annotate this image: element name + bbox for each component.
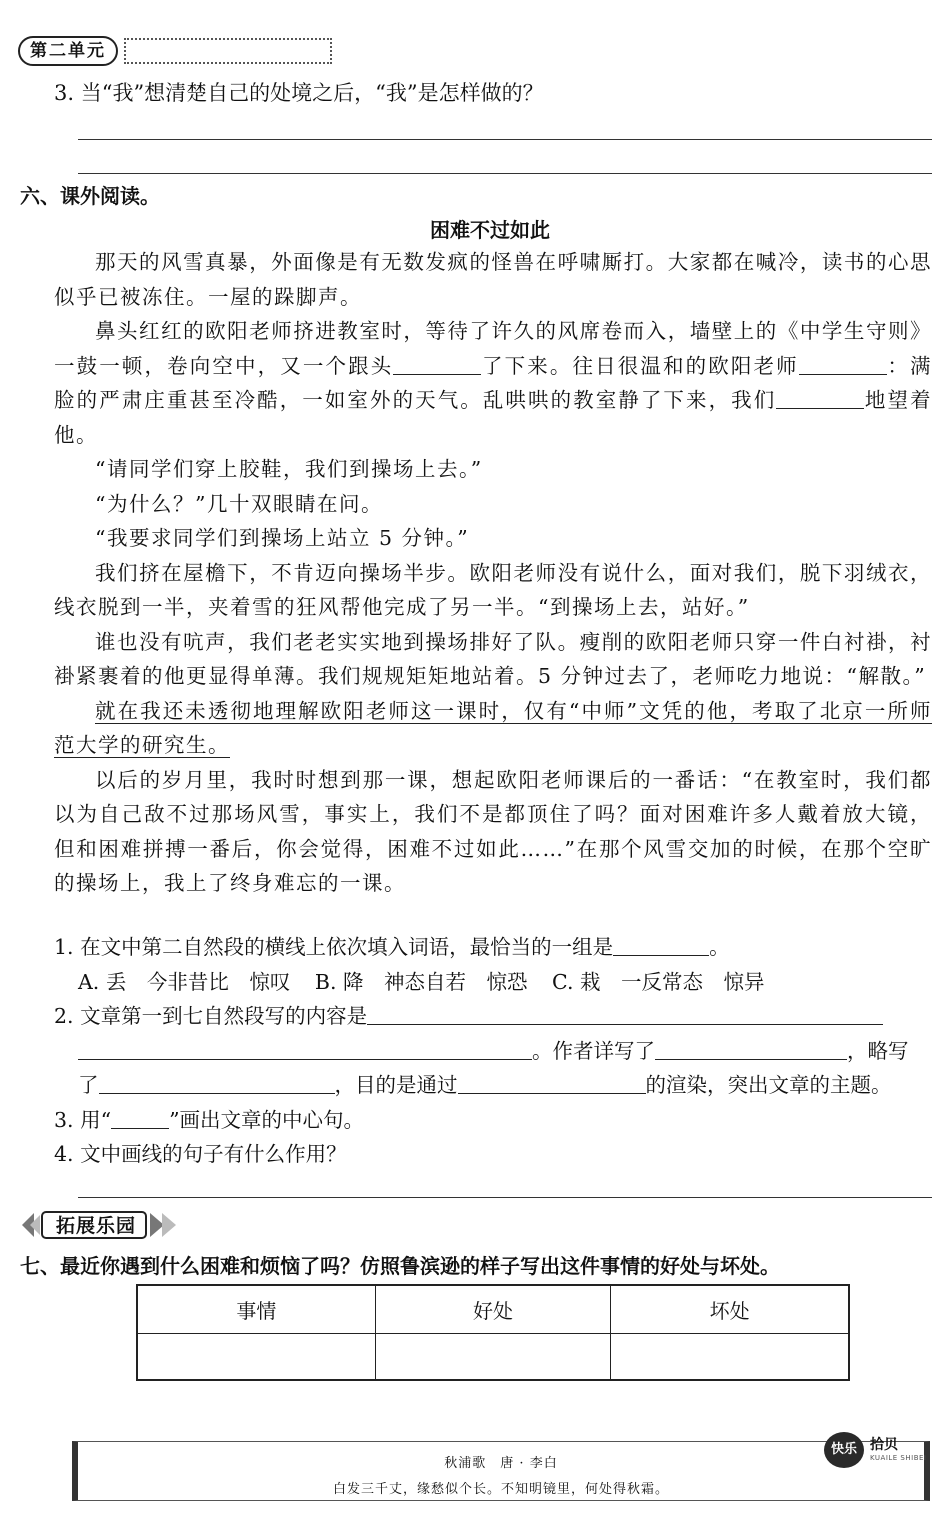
answer-cell-good[interactable] (375, 1333, 611, 1380)
q4-answer-line[interactable] (78, 1197, 932, 1198)
option-b[interactable]: B. 降 神态自若 惊恐 (314, 969, 528, 994)
q2-answer-blank-5[interactable] (458, 1073, 646, 1094)
question-prev-3: 3. 当“我”想清楚自己的处境之后，“我”是怎样做的？ (54, 81, 544, 105)
paragraph-4: “为什么？”几十双眼睛在问。 (95, 491, 383, 516)
paragraph-8 (54, 694, 932, 763)
unit-label: 第二单元 (18, 36, 118, 66)
paragraph-2-part-b: 了下来。往日很温和的欧阳老师 (481, 353, 799, 378)
paragraph-6: 我们挤在屋檐下，不肯迈向操场半步。欧阳老师没有说什么，面对我们，脱下羽绒衣，线衣脱到一半，夹着雪的狂风帮他完成了另一半。“到操场上去，站好。” (54, 560, 932, 619)
question-3 (54, 1103, 934, 1138)
question-2-text-f: 的渲染，突出文章的主题。 (645, 1073, 892, 1097)
question-1-text: 1. 在文中第二自然段的横线上依次填入词语，最恰当的一组是 (54, 935, 614, 959)
section-6-heading: 六、课外阅读。 (20, 184, 160, 208)
q2-answer-blank-2[interactable] (78, 1039, 532, 1060)
poem-line: 白发三千丈，缘愁似个长。不知明镜里，何处得秋霜。 (332, 1482, 669, 1497)
paragraph-2-part-a: 鼻头红红的欧阳老师挤进教室时，等待了许久的风席卷而入，墙壁上的《中学生守则》一鼓一顿，卷向空中，又一个跟头 (54, 319, 932, 378)
col-header-good: 好处 (375, 1285, 611, 1333)
paragraph-9: 以后的岁月里，我时时想到那一课，想起欧阳老师课后的一番话：“在教室时，我们都以为自己敌不过那场风雪，事实上，我们不是都顶住了吗？面对困难许多人戴着放大镜，但和困难拼搏一番后，你会觉得，困难不过如此……”在那个风雪交加的时候，在那个空旷的操场上，我上了终身难忘的一课。 (54, 767, 932, 895)
question-2-text-c: ，略写 (847, 1038, 909, 1063)
q2-answer-blank-3[interactable] (655, 1039, 847, 1060)
poem-title: 秋浦歌 唐 · 李白 (444, 1456, 558, 1471)
question-1-end: 。 (709, 935, 730, 959)
question-2-text-b: 。作者详写了 (532, 1038, 655, 1063)
badge-label: 拾贝 (870, 1437, 898, 1453)
fill-blank-1[interactable] (393, 354, 481, 375)
paragraph-1: 那天的风雪真暴，外面像是有无数发疯的怪兽在呼啸厮打。大家都在喊冷，读书的心思似乎已被冻住。一屋的跺脚声。 (54, 250, 932, 309)
fill-blank-3[interactable] (776, 388, 864, 409)
q2-answer-blank-4[interactable] (99, 1073, 335, 1094)
exercise-block (54, 930, 934, 1172)
answer-line[interactable] (78, 173, 932, 174)
q1-answer-blank[interactable] (613, 935, 709, 956)
section-7-heading: 七、最近你遇到什么困难和烦恼了吗？仿照鲁滨逊的样子写出这件事情的好处与坏处。 (20, 1254, 780, 1278)
q3-underline-sample (111, 1108, 169, 1129)
paragraph-7: 谁也没有吭声，我们老老实实地到操场排好了队。瘦削的欧阳老师只穿一件白衬褂，衬褂紧裹着的他更显得单薄。我们规规矩矩地站着。5 分钟过去了，老师吃力地说：“解散。” (54, 629, 932, 688)
paragraph-3: “请同学们穿上胶鞋，我们到操场上去。” (95, 457, 483, 481)
question-1 (54, 930, 934, 965)
question-2-text-e: ，目的是通过 (334, 1073, 458, 1097)
paragraph-5: “我要求同学们到操场上站立 5 分钟。” (95, 526, 470, 550)
col-header-bad: 坏处 (611, 1285, 849, 1333)
answer-cell-bad[interactable] (611, 1333, 849, 1380)
answer-cell-event[interactable] (137, 1333, 375, 1380)
question-2-line-2 (54, 1034, 934, 1069)
table-answer-row (137, 1333, 849, 1380)
option-a[interactable]: A. 丢 今非昔比 惊叹 (78, 969, 291, 994)
question-3-text-a: 3. 用“ (54, 1107, 112, 1132)
article-title: 困难不过如此 (430, 218, 550, 242)
question-3-text-b: ”画出文章的中心句。 (169, 1107, 365, 1132)
badge-icon: 快乐 (824, 1432, 864, 1468)
col-header-event: 事情 (137, 1285, 375, 1333)
answer-line[interactable] (78, 139, 932, 140)
question-4: 4. 文中画线的句子有什么作用？ (54, 1142, 347, 1166)
fill-blank-2[interactable] (799, 354, 887, 375)
question-1-options (54, 965, 934, 1000)
underlined-sentence: 就在我还未透彻地理解欧阳老师这一课时，仅有“中师”文凭的他，考取了北京一所师范大学的研究生。 (54, 698, 932, 757)
table-header-row (137, 1285, 849, 1333)
pros-cons-table (136, 1284, 850, 1381)
paragraph-2 (54, 314, 932, 452)
q2-answer-blank-1[interactable] (367, 1004, 883, 1025)
paragraph-2-part-c: ：满脸的严肃庄重甚至冷酷，一如室外的天气。乱哄哄的教室静了下来，我们 (54, 353, 932, 412)
question-2-line-3 (54, 1068, 934, 1103)
unit-dotted-box (124, 38, 332, 64)
paragraph-2-part-d: 地望着他。 (54, 388, 933, 447)
option-c[interactable]: C. 栽 一反常态 惊异 (552, 969, 765, 994)
article-body (54, 245, 932, 901)
question-2-text-d: 了 (78, 1073, 99, 1097)
question-2-text-a: 2. 文章第一到七自然段写的内容是 (54, 1004, 368, 1028)
question-2 (54, 999, 934, 1034)
badge-subtitle: KUAILE SHIBEI (870, 1454, 927, 1462)
banner-label: 拓展乐园 (55, 1215, 136, 1237)
